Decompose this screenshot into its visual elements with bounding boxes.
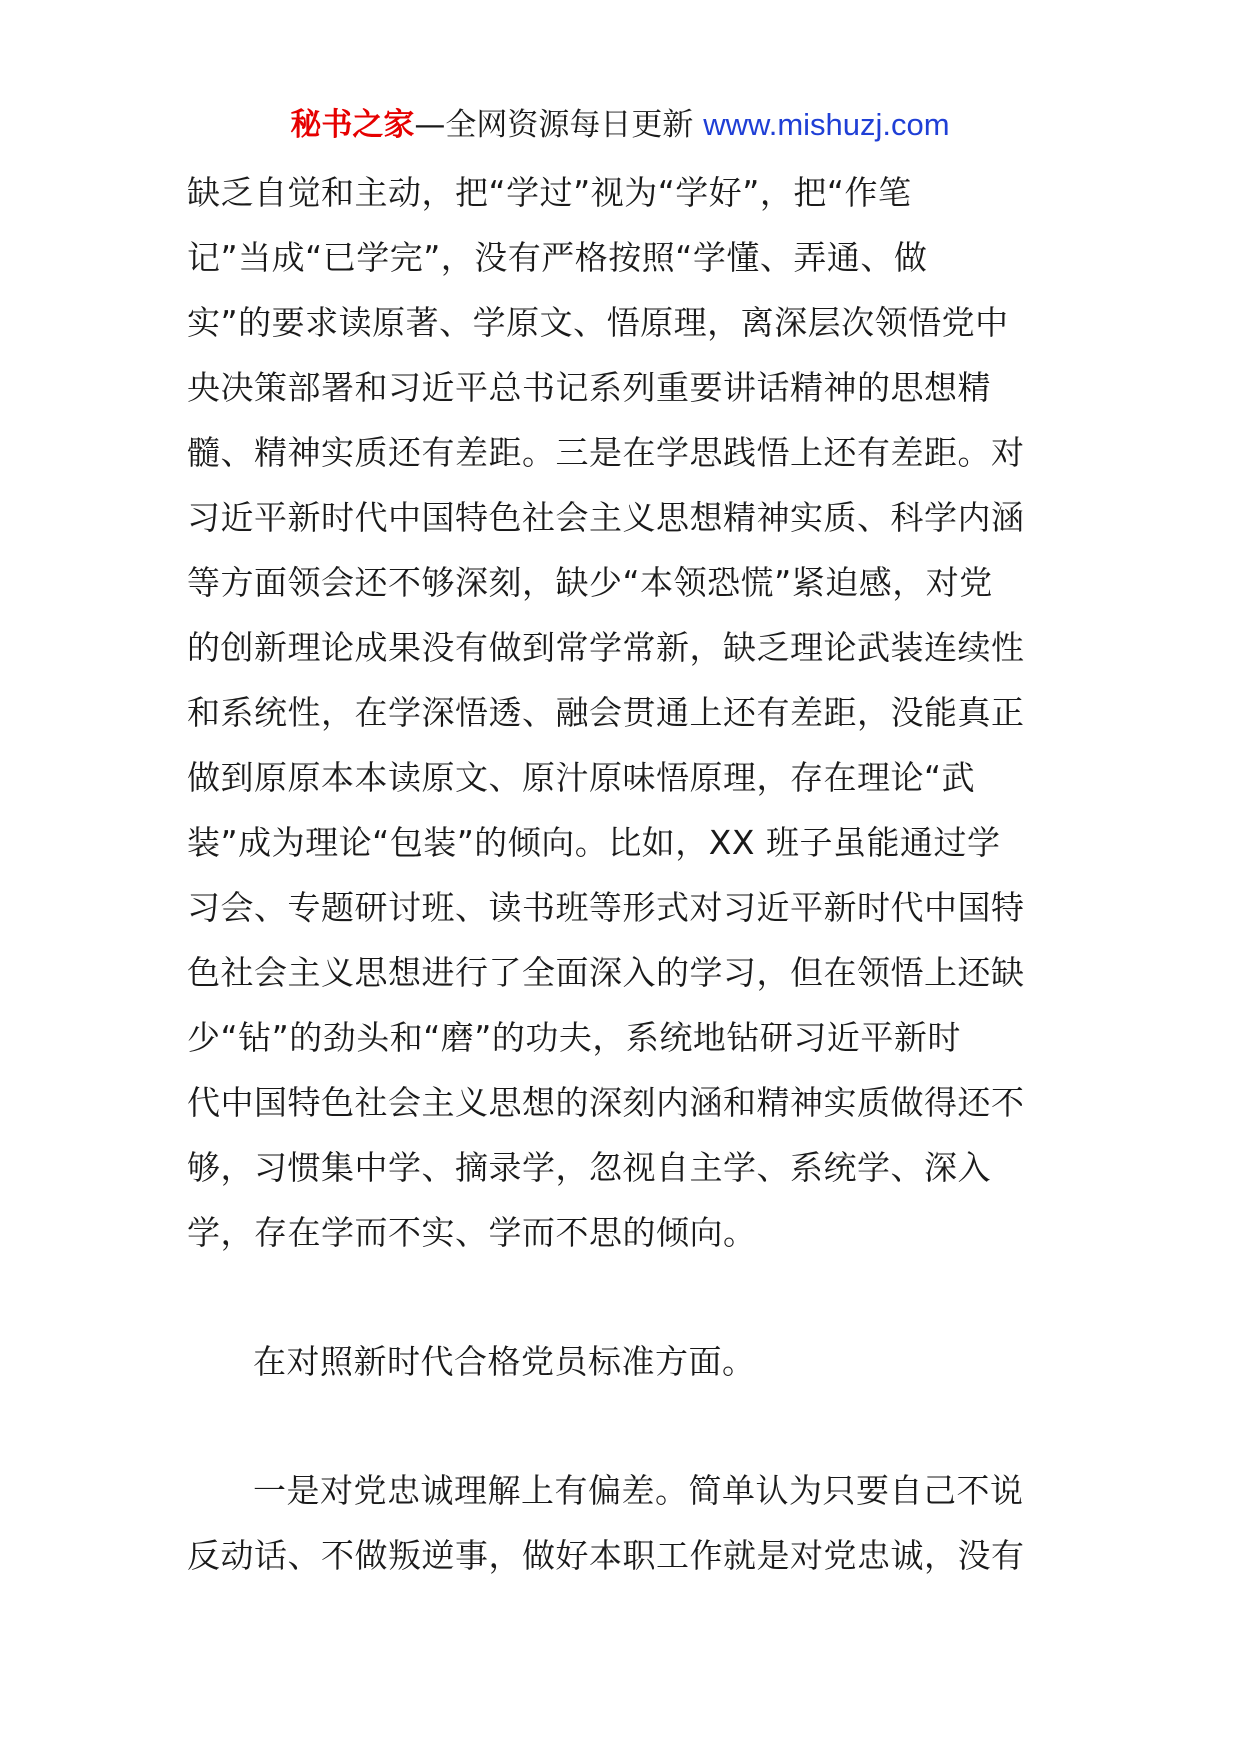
text-line: 习近平新时代中国特色社会主义思想精神实质、科学内涵 xyxy=(187,498,1025,537)
text-line: 一是对党忠诚理解上有偏差。简单认为只要自己不说 xyxy=(253,1471,1024,1510)
paragraph-2 xyxy=(187,1329,1047,1394)
website-link[interactable]: www.mishuzj.com xyxy=(703,107,950,142)
text-line: 够，习惯集中学、摘录学，忽视自主学、系统学、深入 xyxy=(187,1148,991,1187)
document-body xyxy=(187,160,1047,1588)
text-line: 反动话、不做叛逆事，做好本职工作就是对党忠诚，没有 xyxy=(187,1536,1025,1575)
text-line: 学，存在学而不实、学而不思的倾向。 xyxy=(187,1213,757,1252)
text-line: 缺乏自觉和主动，把“学过”视为“学好”，把“作笔 xyxy=(187,173,912,212)
paragraph-3 xyxy=(187,1458,1047,1588)
page-header xyxy=(0,103,1240,147)
text-line: 等方面领会还不够深刻，缺少“本领恐慌”紧迫感，对党 xyxy=(187,563,993,602)
text-line: 习会、专题研讨班、读书班等形式对习近平新时代中国特 xyxy=(187,888,1025,927)
header-slogan: —全网资源每日更新 xyxy=(414,107,704,143)
text-line: 做到原原本本读原文、原汁原味悟原理，存在理论“武 xyxy=(187,758,976,797)
paragraph-spacer xyxy=(187,1265,1047,1329)
text-line: 装”成为理论“包装”的倾向。比如，XX 班子虽能通过学 xyxy=(187,823,1001,862)
text-line: 的创新理论成果没有做到常学常新，缺乏理论武装连续性 xyxy=(187,628,1025,667)
text-line: 实”的要求读原著、学原文、悟原理，离深层次领悟党中 xyxy=(187,303,1009,342)
text-line: 央决策部署和习近平总书记系列重要讲话精神的思想精 xyxy=(187,368,991,407)
text-line: 髓、精神实质还有差距。三是在学思践悟上还有差距。对 xyxy=(187,433,1025,472)
paragraph-1 xyxy=(187,160,1047,1265)
paragraph-spacer xyxy=(187,1394,1047,1458)
text-line: 色社会主义思想进行了全面深入的学习，但在领悟上还缺 xyxy=(187,953,1025,992)
brand-name: 秘书之家 xyxy=(290,107,415,143)
text-line: 代中国特色社会主义思想的深刻内涵和精神实质做得还不 xyxy=(187,1083,1025,1122)
text-line: 和系统性，在学深悟透、融会贯通上还有差距，没能真正 xyxy=(187,693,1025,732)
section-heading-line: 在对照新时代合格党员标准方面。 xyxy=(253,1342,756,1381)
text-line: 少“钻”的劲头和“磨”的功夫，系统地钻研习近平新时 xyxy=(187,1018,961,1057)
text-line: 记”当成“已学完”，没有严格按照“学懂、弄通、做 xyxy=(187,238,928,277)
